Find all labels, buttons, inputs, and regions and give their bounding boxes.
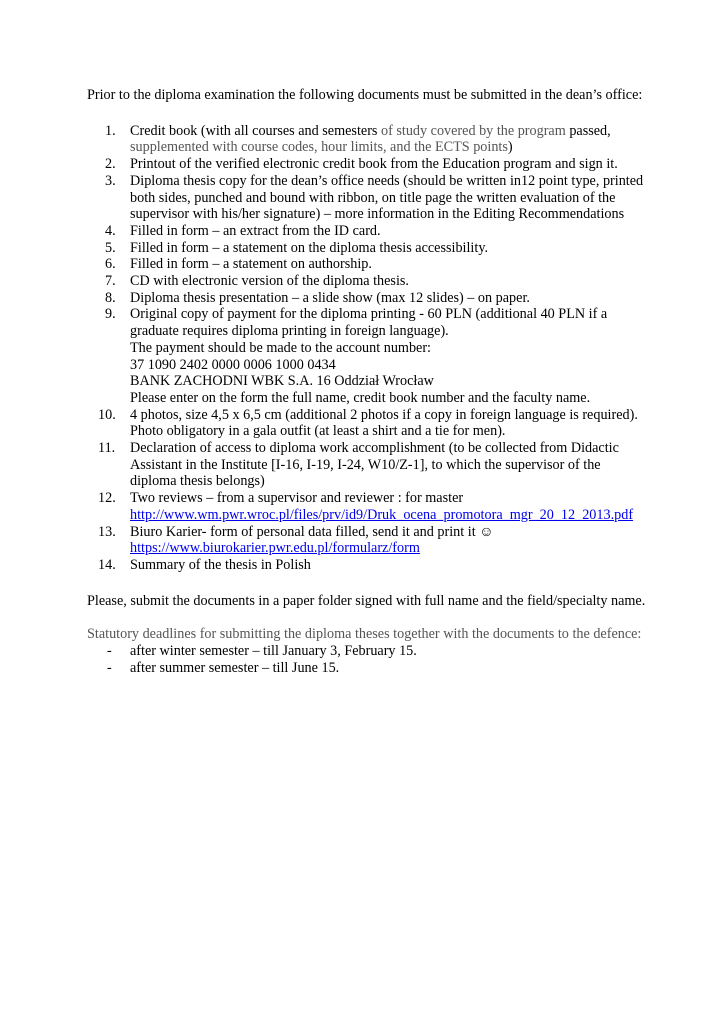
list-item: 2. Printout of the verified electronic credit book from the Education program and sign it. bbox=[105, 156, 618, 173]
dash-bullet: - bbox=[107, 643, 112, 660]
list-item: 3. Diploma thesis copy for the dean’s office needs (should be written in12 point type, printed both sides, punched and bound with ribbon, on title page the written evaluation of the supervisor with his/her signature) – more information in the Editing Recommendations bbox=[105, 172, 644, 223]
list-item: 9. Original copy of payment for the diploma printing - 60 PLN (additional 40 PLN if a graduate requires diploma printing in foreign language). The payment should be made to the account number: 37 1090 2402 0000 0006 1000 0434 BANK ZACHODNI WBK S.A. 16 Oddział Wrocław Please enter on the form the full name, credit book number and the faculty name. bbox=[87, 306, 647, 406]
biuro-karier-link[interactable]: https://www.biurokarier.pwr.edu.pl/formularz/form bbox=[130, 540, 420, 557]
list-item: 14. Summary of the thesis in Polish bbox=[98, 556, 311, 573]
list-item: - after winter semester – till January 3, February 15. bbox=[107, 643, 417, 660]
list-item: 5. Filled in form – a statement on the diploma thesis accessibility. bbox=[105, 239, 489, 256]
list-item: 11. Declaration of access to diploma work accomplishment (to be collected from Didactic Assistant in the Institute [I-16, I-19, I-24, W10/Z-1], to which the supervisor of the diploma thesis belongs) bbox=[98, 440, 619, 490]
document-page bbox=[87, 87, 647, 677]
dash-bullet: - bbox=[107, 659, 112, 676]
documents-list bbox=[87, 123, 647, 574]
list-item: 10. 4 photos, size 4,5 x 6,5 cm (additional 2 photos if a copy in foreign language is required). Photo obligatory in a gala outfit (at least a shirt and a tie for men). bbox=[98, 406, 638, 440]
payment-instruction: The payment should be made to the account number: bbox=[130, 339, 431, 356]
deadline-paragraph: Statutory deadlines for submitting the diploma theses together with the documents to the defence: bbox=[87, 626, 642, 643]
list-item: - after summer semester – till June 15. bbox=[107, 659, 340, 676]
folder-paragraph: Please, submit the documents in a paper folder signed with full name and the field/specialty name. bbox=[87, 592, 646, 609]
list-item: 7. CD with electronic version of the diploma thesis. bbox=[105, 273, 409, 290]
account-number: 37 1090 2402 0000 0006 1000 0434 bbox=[130, 356, 336, 373]
review-form-link[interactable]: http://www.wm.pwr.wroc.pl/files/prv/id9/Druk_ocena_promotora_mgr_20_12_2013.pdf bbox=[130, 506, 634, 523]
list-item: 12. Two reviews – from a supervisor and reviewer : for master http://www.wm.pwr.wroc.pl/files/prv/id9/Druk_ocena_promotora_mgr_20_12_2013.pdf bbox=[87, 490, 647, 523]
bank-name: BANK ZACHODNI WBK S.A. 16 Oddział Wrocław bbox=[130, 373, 434, 390]
list-item: 6. Filled in form – a statement on authorship. bbox=[105, 256, 372, 273]
list-item: 4. Filled in form – an extract from the ID card. bbox=[105, 222, 381, 239]
list-item: 1. Credit book (with all courses and semesters of study covered by the program passed, supplemented with course codes, hour limits, and the ECTS points) bbox=[105, 122, 611, 156]
deadline-list bbox=[87, 643, 647, 676]
item-number: 1. bbox=[105, 122, 116, 139]
list-item: 8. Diploma thesis presentation – a slide show (max 12 slides) – on paper. bbox=[105, 289, 530, 306]
list-item: 13. Biuro Karier- form of personal data filled, send it and print it ☺ https://www.biurokarier.pwr.edu.pl/formularz/form bbox=[87, 524, 647, 557]
intro-paragraph: Prior to the diploma examination the following documents must be submitted in the dean’s office: bbox=[87, 87, 643, 103]
